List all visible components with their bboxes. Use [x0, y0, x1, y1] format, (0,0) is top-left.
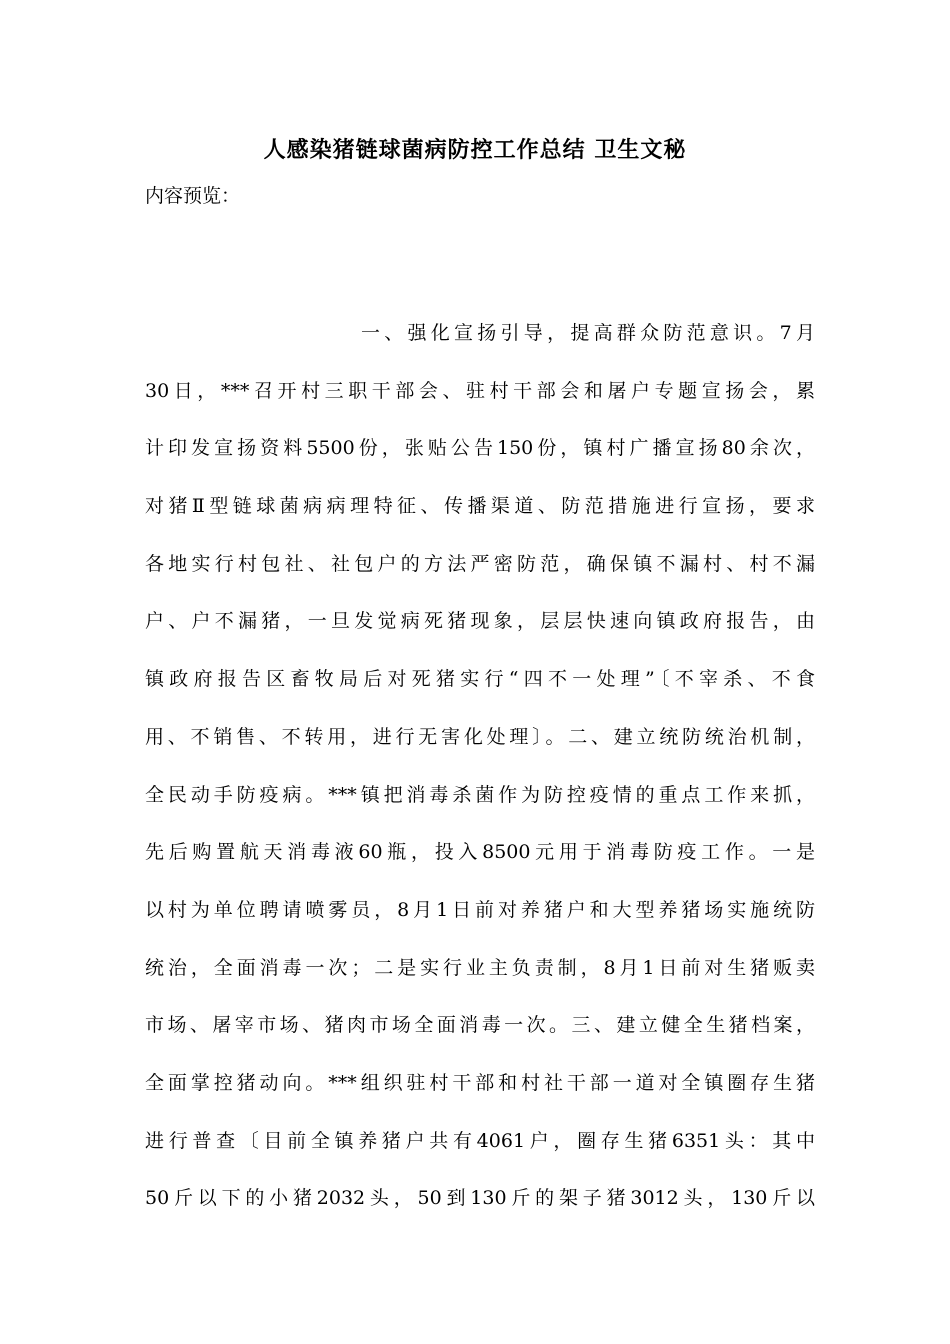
body-line: 户、户不漏猪，一旦发觉病死猪现象，层层快速向镇政府报告，由: [145, 610, 815, 633]
body-line: 50斤以下的小猪2032头，50到130斤的架子猪3012头，130斤以: [145, 1187, 815, 1210]
body-line: 用、不销售、不转用，进行无害化处理〕。二、建立统防统治机制，: [145, 725, 815, 748]
body-line: 一、强化宣扬引导，提高群众防范意识。7月: [361, 322, 815, 344]
body-line: 统治，全面消毒一次；二是实行业主负责制，8月1日前对生猪贩卖: [145, 956, 815, 979]
body-text: [145, 318, 815, 1241]
body-line: 全民动手防疫病。***镇把消毒杀菌作为防控疫情的重点工作来抓，: [145, 783, 815, 806]
body-line: 各地实行村包社、社包户的方法严密防范，确保镇不漏村、村不漏: [145, 552, 815, 575]
body-line: 对猪Ⅱ型链球菌病病理特征、传播渠道、防范措施进行宣扬，要求: [145, 495, 815, 518]
body-line: 镇政府报告区畜牧局后对死猪实行“四不一处理”〔不宰杀、不食: [145, 668, 815, 691]
body-line: 进行普查〔目前全镇养猪户共有4061户，圈存生猪6351头：其中: [145, 1129, 815, 1152]
body-line: 30日，***召开村三职干部会、驻村干部会和屠户专题宣扬会，累: [145, 379, 815, 402]
body-line: 先后购置航天消毒液60瓶，投入8500元用于消毒防疫工作。一是: [145, 841, 815, 864]
body-line: 市场、屠宰市场、猪肉市场全面消毒一次。三、建立健全生猪档案，: [145, 1014, 815, 1037]
body-line: 以村为单位聘请喷雾员，8月1日前对养猪户和大型养猪场实施统防: [145, 898, 815, 921]
preview-label: 内容预览：: [145, 185, 241, 207]
body-line: 计印发宣扬资料5500份，张贴公告150份，镇村广播宣扬80余次，: [145, 437, 815, 460]
body-line: 全面掌控猪动向。***组织驻村干部和村社干部一道对全镇圈存生猪: [145, 1071, 815, 1094]
document-title: 人感染猪链球菌病防控工作总结 卫生文秘: [263, 138, 687, 163]
